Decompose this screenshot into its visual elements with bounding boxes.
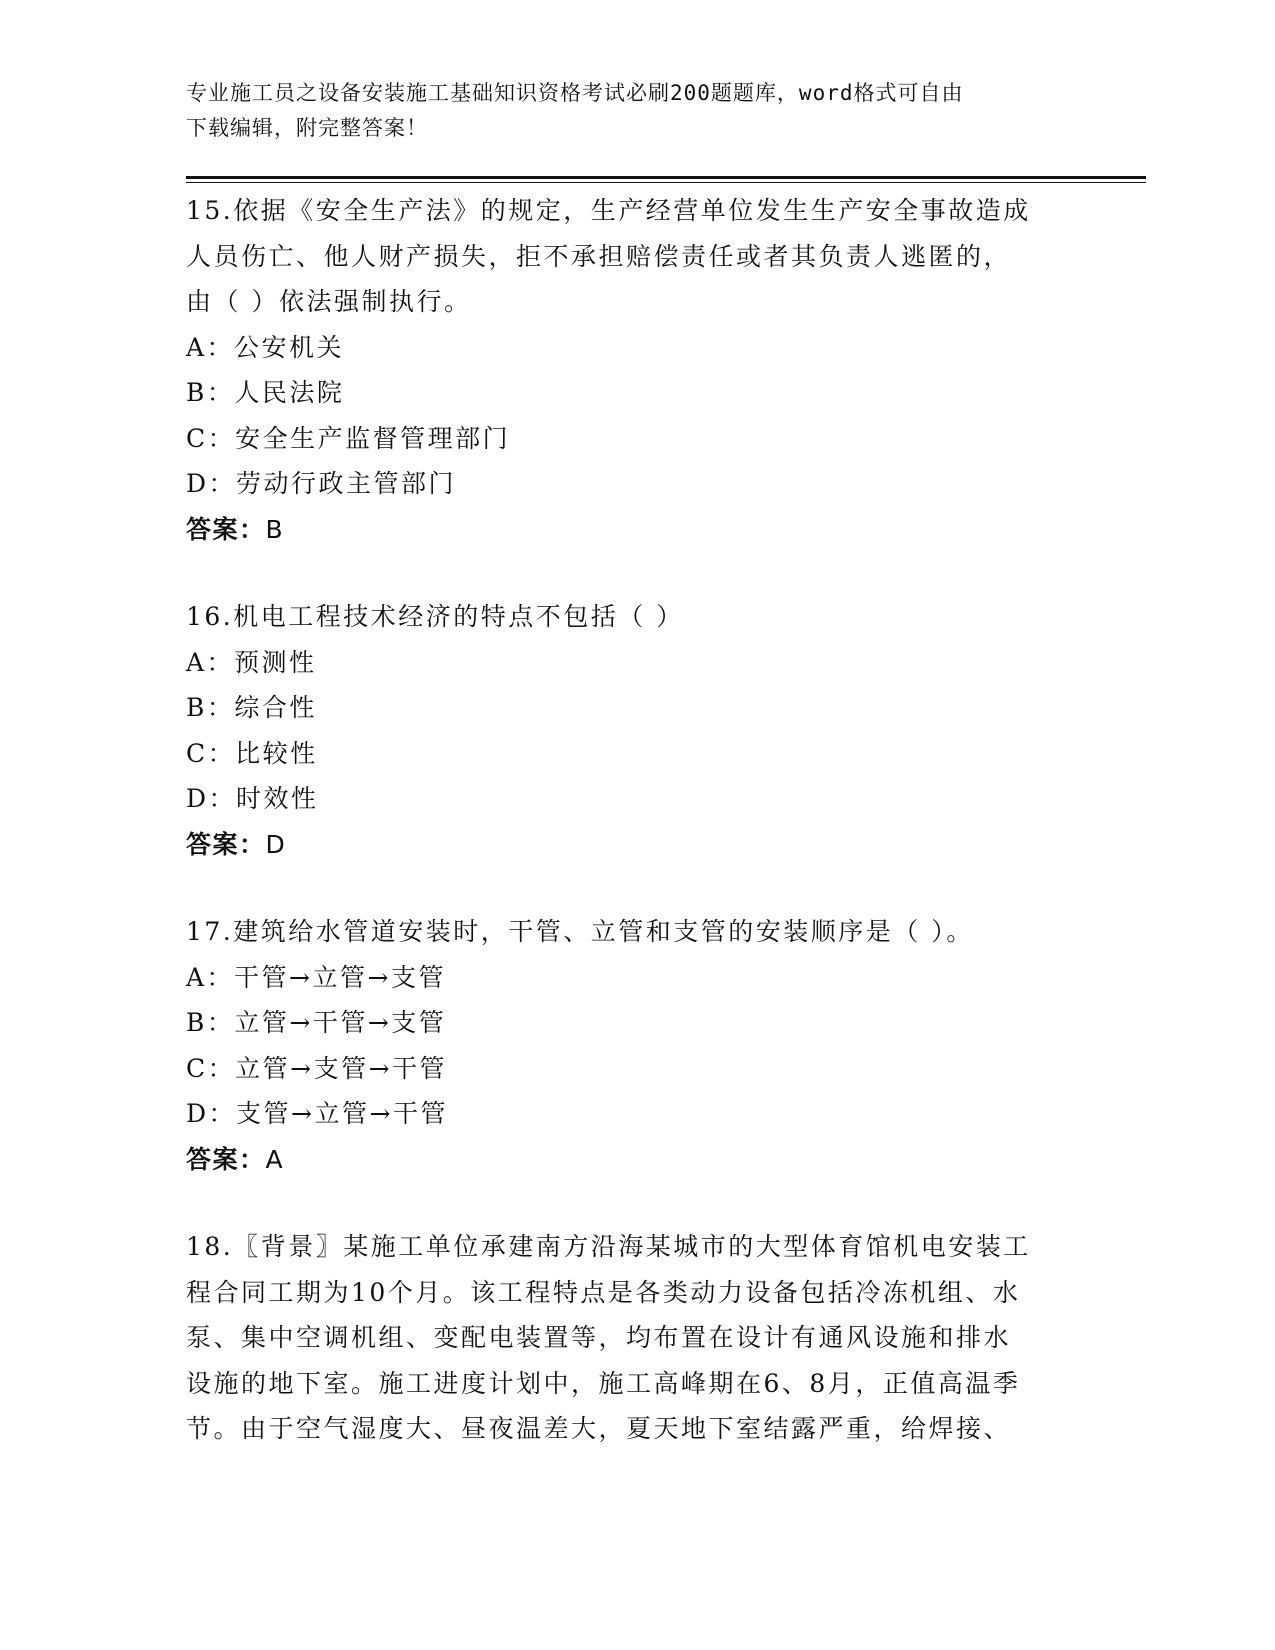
stem-line: 节。由于空气湿度大、昼夜温差大，夏天地下室结露严重，给焊接、 bbox=[186, 1414, 1012, 1443]
option-b: B：人民法院 bbox=[186, 378, 345, 407]
answer-value: D bbox=[265, 829, 287, 859]
option-c: C：立管→支管→干管 bbox=[186, 1053, 448, 1083]
question-stem bbox=[186, 188, 1086, 325]
stem-line: 18.〖背景〗某施工单位承建南方沿海某城市的大型体育馆机电安装工 bbox=[186, 1232, 1031, 1261]
answer-label: 答案： bbox=[186, 829, 266, 859]
option-a: A：预测性 bbox=[186, 647, 317, 677]
option-b: B：综合性 bbox=[186, 693, 317, 722]
stem-line: 17.建筑给水管道安装时，干管、立管和支管的安装顺序是（ ）。 bbox=[186, 917, 974, 946]
question-stem bbox=[186, 594, 1086, 640]
stem-line: 由（ ）依法强制执行。 bbox=[186, 287, 472, 316]
question-stem bbox=[186, 909, 1086, 955]
option-a: A：干管→立管→支管 bbox=[186, 962, 446, 992]
header-line-2: 下载编辑，附完整答案！ bbox=[186, 116, 428, 140]
answer-line bbox=[186, 507, 1086, 553]
question-15 bbox=[186, 188, 1086, 552]
answer-value: A bbox=[265, 1144, 285, 1174]
question-list bbox=[186, 188, 1086, 1494]
stem-line: 16.机电工程技术经济的特点不包括（ ） bbox=[186, 602, 684, 631]
option-d: D：时效性 bbox=[186, 784, 319, 813]
stem-line: 泵、集中空调机组、变配电装置等，均布置在设计有通风设施和排水 bbox=[186, 1323, 1012, 1352]
option-b: B：立管→干管→支管 bbox=[186, 1008, 447, 1037]
option-d: D：支管→立管→干管 bbox=[186, 1099, 448, 1128]
stem-line: 设施的地下室。施工进度计划中，施工高峰期在6、8月，正值高温季 bbox=[186, 1368, 1021, 1398]
option-a: A：公安机关 bbox=[186, 332, 345, 362]
stem-line: 人员伤亡、他人财产损失，拒不承担赔偿责任或者其负责人逃匿的， bbox=[186, 241, 1012, 271]
answer-line bbox=[186, 1137, 1086, 1183]
answer-label: 答案： bbox=[186, 1144, 266, 1174]
document-header bbox=[186, 76, 1066, 146]
question-17 bbox=[186, 909, 1086, 1182]
question-18 bbox=[186, 1224, 1086, 1452]
answer-value: B bbox=[265, 514, 285, 544]
stem-line: 程合同工期为10个月。该工程特点是各类动力设备包括冷冻机组、水 bbox=[186, 1277, 1021, 1307]
question-16 bbox=[186, 594, 1086, 867]
header-line-1: 专业施工员之设备安装施工基础知识资格考试必刷200题题库，word格式可自由 bbox=[186, 81, 964, 105]
answer-line bbox=[186, 822, 1086, 868]
header-rule-thick bbox=[186, 176, 1146, 179]
stem-line: 15.依据《安全生产法》的规定，生产经营单位发生生产安全事故造成 bbox=[186, 196, 1031, 225]
header-rule-thin bbox=[186, 182, 1146, 183]
option-c: C：比较性 bbox=[186, 738, 318, 768]
option-d: D：劳动行政主管部门 bbox=[186, 469, 457, 498]
answer-label: 答案： bbox=[186, 514, 266, 544]
option-c: C：安全生产监督管理部门 bbox=[186, 423, 511, 453]
question-stem bbox=[186, 1224, 1086, 1452]
